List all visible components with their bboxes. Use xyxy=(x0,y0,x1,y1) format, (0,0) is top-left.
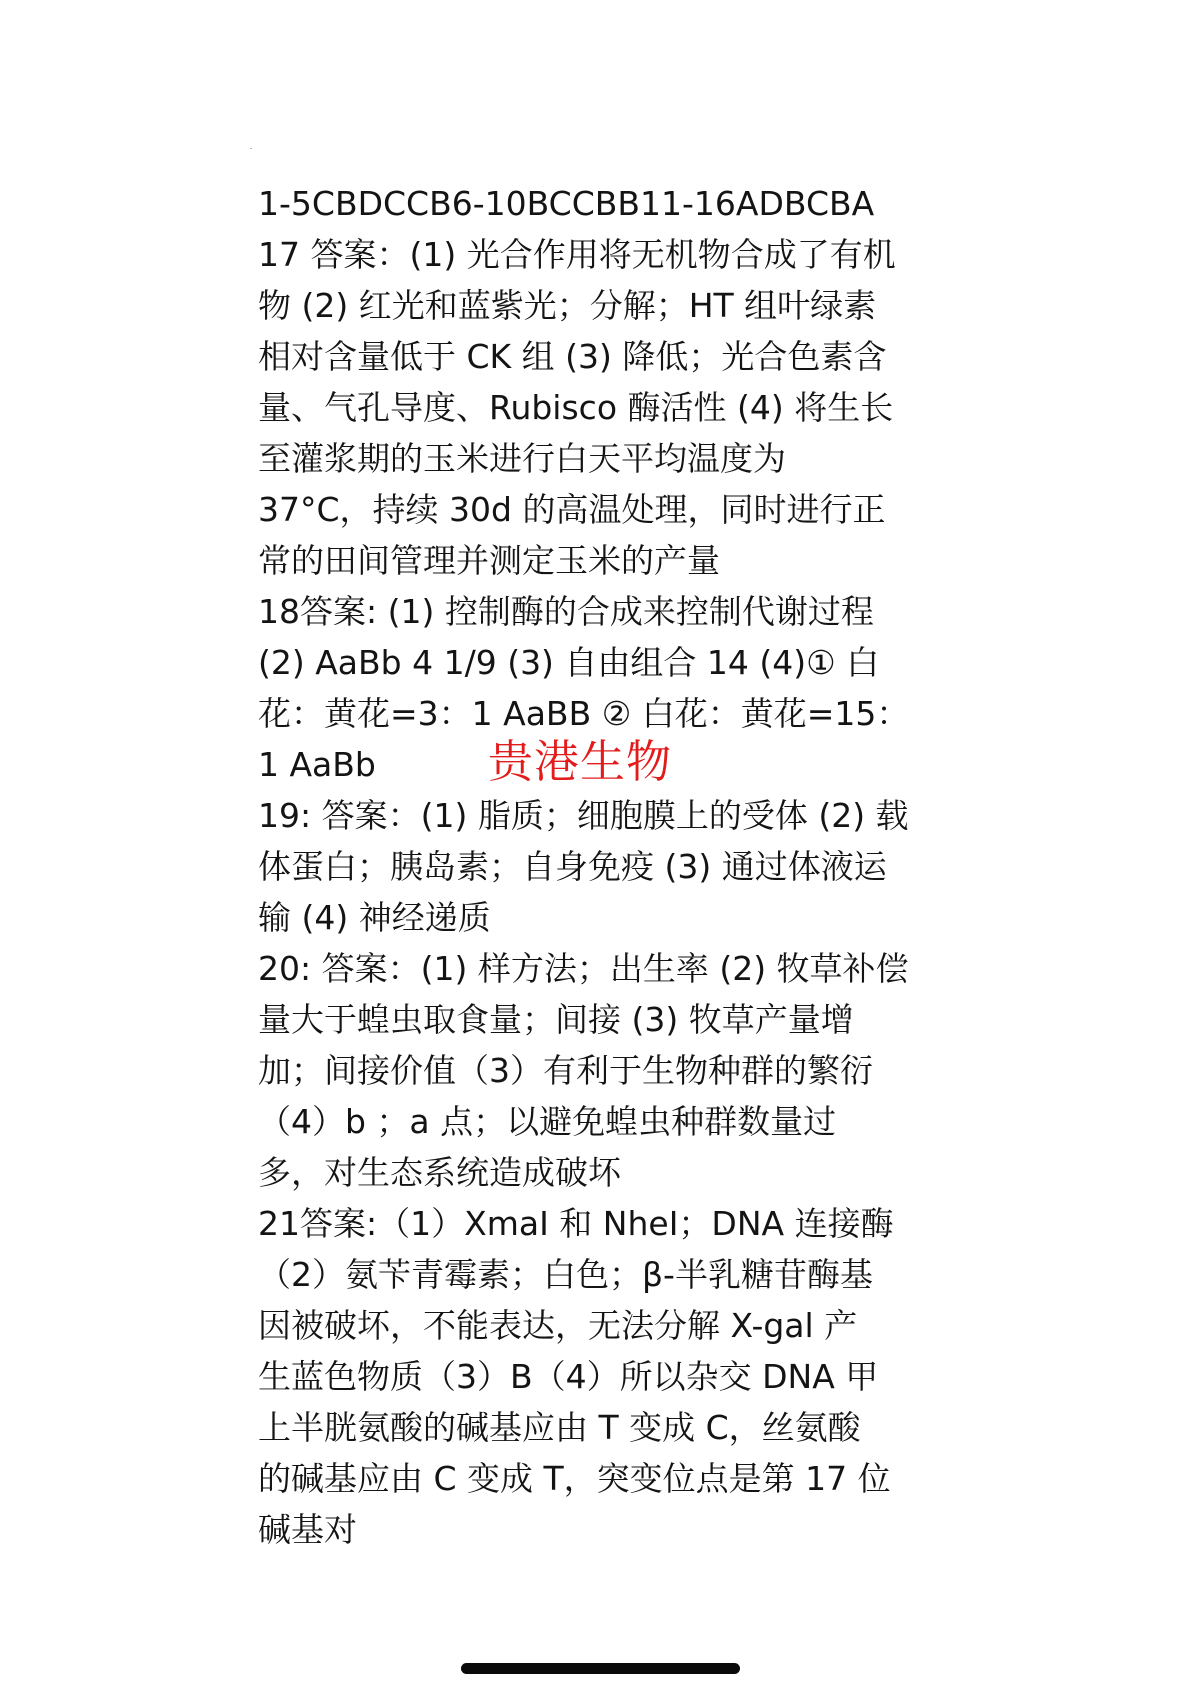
answer-line: （4）b ；a 点；以避免蝗虫种群数量过 xyxy=(258,1102,837,1141)
home-indicator-bar[interactable] xyxy=(461,1663,740,1674)
answer-line: 物 (2) 红光和蓝紫光；分解；HT 组叶绿素 xyxy=(258,286,877,325)
answer-line: 1 AaBb xyxy=(258,745,376,784)
watermark-label: 贵港生物 xyxy=(488,735,673,788)
answer-line: 20: 答案：(1) 样方法；出生率 (2) 牧草补偿 xyxy=(258,949,909,988)
answer-line: 相对含量低于 CK 组 (3) 降低；光合色素含 xyxy=(258,337,887,376)
answer-line: 生蓝色物质（3）B（4）所以杂交 DNA 甲 xyxy=(258,1357,879,1396)
answer-line: 碱基对 xyxy=(258,1510,357,1549)
answer-line: 多，对生态系统造成破坏 xyxy=(258,1153,621,1192)
answer-text xyxy=(258,178,958,1555)
answer-line: 17 答案：(1) 光合作用将无机物合成了有机 xyxy=(258,235,896,274)
answer-line: 量大于蝗虫取食量；间接 (3) 牧草产量增 xyxy=(258,1000,854,1039)
answer-line: 输 (4) 神经递质 xyxy=(258,898,491,937)
answer-line: 常的田间管理并测定玉米的产量 xyxy=(258,541,720,580)
answer-line: 体蛋白；胰岛素；自身免疫 (3) 通过体液运 xyxy=(258,847,887,886)
answer-line: 21答案:（1）XmaI 和 NheI；DNA 连接酶 xyxy=(258,1204,894,1243)
answer-line: 量、气孔导度、Rubisco 酶活性 (4) 将生长 xyxy=(258,388,894,427)
scan-speck xyxy=(250,148,252,149)
answer-line: 的碱基应由 C 变成 T，突变位点是第 17 位 xyxy=(258,1459,891,1498)
answer-line: 上半胱氨酸的碱基应由 T 变成 C，丝氨酸 xyxy=(258,1408,861,1447)
answer-line: 加；间接价值（3）有利于生物种群的繁衍 xyxy=(258,1051,873,1090)
answer-line: 花：黄花=3：1 AaBB ② 白花：黄花=15： xyxy=(258,694,910,733)
answer-line: 因被破坏，不能表达，无法分解 X-gal 产 xyxy=(258,1306,858,1345)
answer-line: (2) AaBb 4 1/9 (3) 自由组合 14 (4)① 白 xyxy=(258,643,880,682)
answer-line: （2）氨苄青霉素；白色；β-半乳糖苷酶基 xyxy=(258,1255,873,1294)
answer-line: 37°C，持续 30d 的高温处理，同时进行正 xyxy=(258,490,886,529)
answer-line: 19: 答案：(1) 脂质；细胞膜上的受体 (2) 载 xyxy=(258,796,909,835)
answer-line: 至灌浆期的玉米进行白天平均温度为 xyxy=(258,439,786,478)
answer-line: 1-5CBDCCB6-10BCCBB11-16ADBCBA xyxy=(258,184,875,223)
answer-line: 18答案: (1) 控制酶的合成来控制代谢过程 xyxy=(258,592,874,631)
